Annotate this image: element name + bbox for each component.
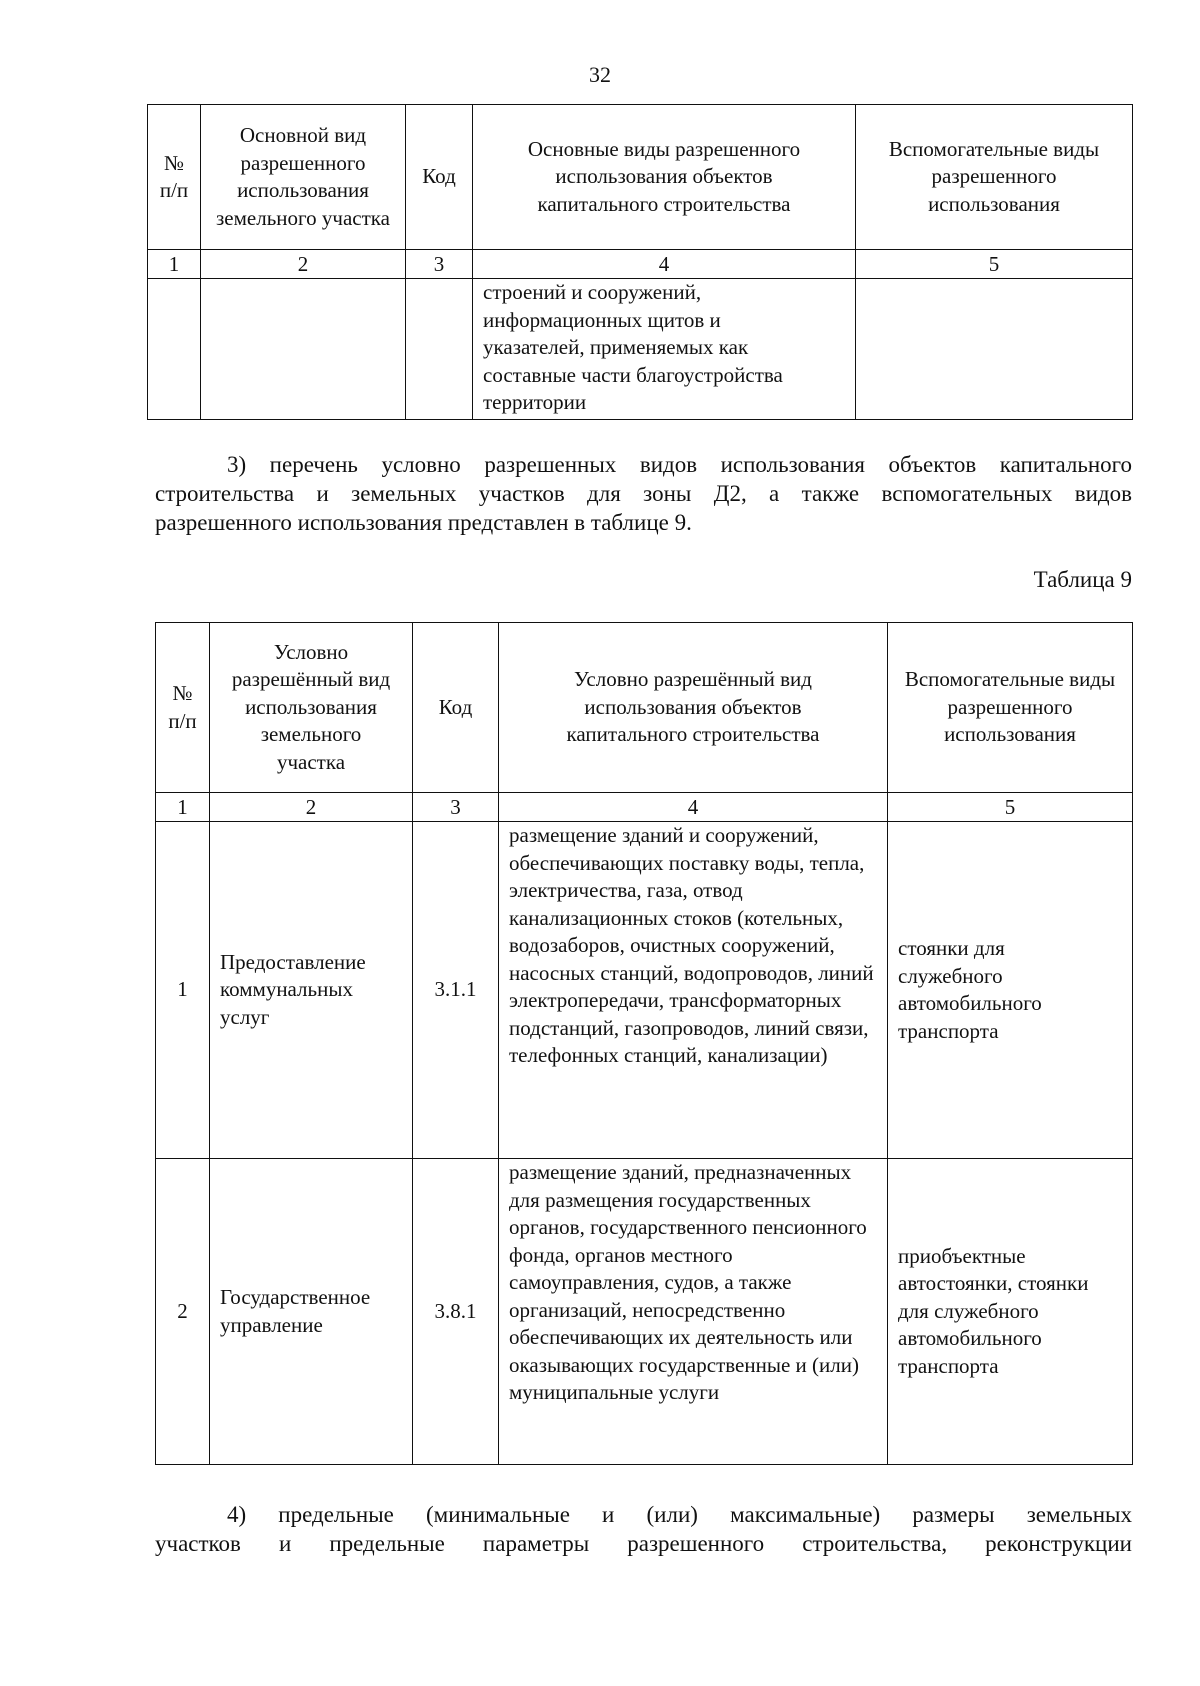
header-aux: Вспомогательные виды разрешенного использования — [888, 623, 1133, 793]
table-row — [148, 279, 1133, 420]
cell-code — [406, 279, 473, 420]
col-number: 5 — [856, 250, 1133, 279]
col-number: 2 — [210, 793, 413, 822]
cell-no: 1 — [156, 822, 210, 1159]
cell-main-type — [201, 279, 406, 420]
header-main-type: Основной вид разрешенного использования земельного участка — [201, 105, 406, 250]
table-main-uses-continued — [147, 104, 1133, 420]
col-number: 3 — [413, 793, 499, 822]
header-main-type: Условно разрешённый вид использования земельного участка — [210, 623, 413, 793]
col-number: 4 — [473, 250, 856, 279]
paragraph-3-line: разрешенного использования представлен в таблице 9. — [155, 510, 692, 535]
cell-main-type: Государственное управление — [210, 1159, 413, 1465]
cell-no: 2 — [156, 1159, 210, 1465]
column-number-row — [156, 793, 1133, 822]
page-number: 32 — [589, 62, 611, 87]
paragraph-4 — [155, 1500, 1132, 1558]
cell-aux — [856, 279, 1133, 420]
table-row — [156, 822, 1133, 1159]
col-number: 1 — [148, 250, 201, 279]
header-code: Код — [406, 105, 473, 250]
header-capital: Основные виды разрешенного использования объектов капитального строительства — [473, 105, 856, 250]
table-header-row — [148, 105, 1133, 250]
table-header-row — [156, 623, 1133, 793]
col-number: 4 — [499, 793, 888, 822]
cell-capital: размещение зданий и сооружений, обеспечивающих поставку воды, тепла, электричества, газа, отвод канализационных стоков (котельных, водозаборов, очистных сооружений, насосных станций, водопроводов, линий электропередачи, трансформаторных подстанций, газопроводов, линий связи, телефонных станций, канализации) — [499, 822, 888, 1159]
cell-capital: строений и сооружений, информационных щитов и указателей, применяемых как составные части благоустройства территории — [473, 279, 856, 420]
table-caption: Таблица 9 — [1033, 567, 1132, 592]
header-capital: Условно разрешённый вид использования объектов капитального строительства — [499, 623, 888, 793]
header-aux: Вспомогательные виды разрешенного использования — [856, 105, 1133, 250]
paragraph-4-line: участков и предельные параметры разрешенного строительства, реконструкции — [155, 1531, 1132, 1556]
header-no: № п/п — [156, 623, 210, 793]
col-number: 2 — [201, 250, 406, 279]
header-code: Код — [413, 623, 499, 793]
paragraph-3 — [155, 450, 1132, 537]
cell-capital: размещение зданий, предназначенных для размещения государственных органов, государственного пенсионного фонда, органов местного самоуправления, судов, а также организаций, непосредственно обеспечивающих их деятельность или оказывающих государственные и (или) муниципальные услуги — [499, 1159, 888, 1465]
cell-code: 3.8.1 — [413, 1159, 499, 1465]
column-number-row — [148, 250, 1133, 279]
col-number: 3 — [406, 250, 473, 279]
header-no: № п/п — [148, 105, 201, 250]
cell-main-type: Предоставление коммунальных услуг — [210, 822, 413, 1159]
cell-aux: приобъектные автостоянки, стоянки для служебного автомобильного транспорта — [888, 1159, 1133, 1465]
paragraph-3-line: строительства и земельных участков для зоны Д2, а также вспомогательных видов — [155, 481, 1132, 506]
col-number: 5 — [888, 793, 1133, 822]
table-9-conditional-uses — [155, 622, 1133, 1465]
col-number: 1 — [156, 793, 210, 822]
cell-no — [148, 279, 201, 420]
paragraph-3-line: 3) перечень условно разрешенных видов использования объектов капитального — [227, 452, 1132, 477]
cell-code: 3.1.1 — [413, 822, 499, 1159]
paragraph-4-line: 4) предельные (минимальные и (или) максимальные) размеры земельных — [227, 1502, 1132, 1527]
cell-aux: стоянки для служебного автомобильного транспорта — [888, 822, 1133, 1159]
table-row — [156, 1159, 1133, 1465]
